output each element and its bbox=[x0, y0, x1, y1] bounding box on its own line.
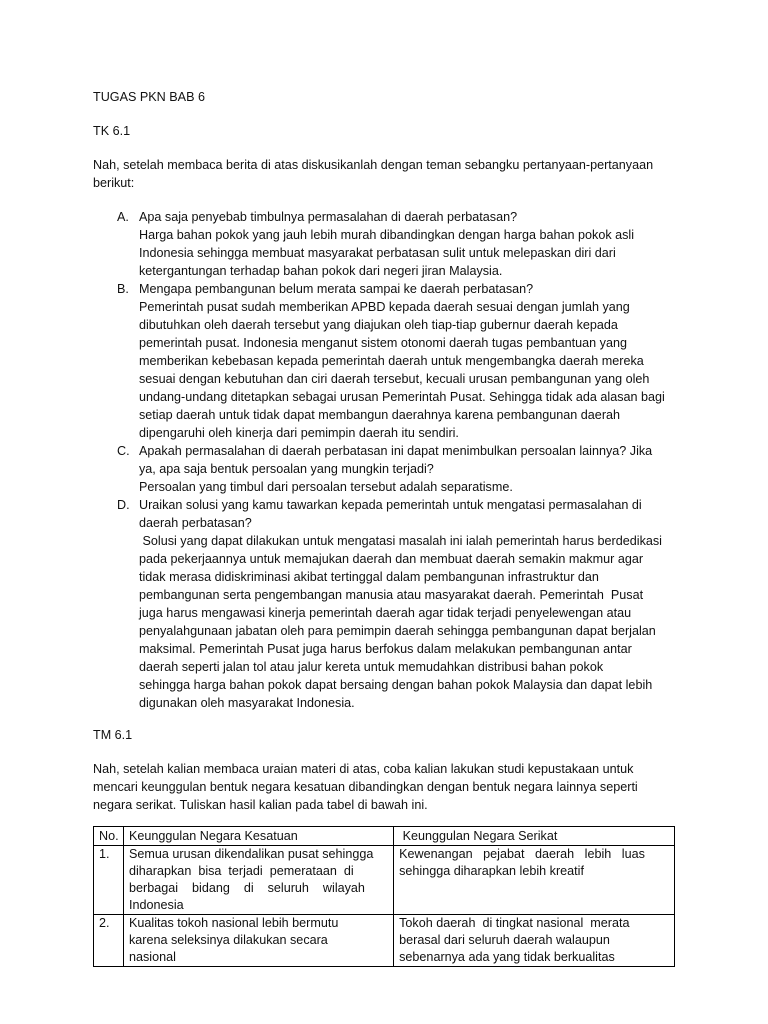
tk-intro-line: berikut: bbox=[93, 176, 135, 190]
serikat-cell bbox=[394, 846, 675, 915]
answer-line: sehingga harga bahan pokok dapat bersaing dengan bahan pokok Malaysia dan dapat lebih bbox=[139, 678, 653, 692]
question-item-b bbox=[93, 280, 683, 442]
table-row bbox=[94, 846, 675, 915]
question-item-d bbox=[93, 496, 683, 712]
question-letter: D. bbox=[117, 498, 130, 512]
cell-line: Kualitas tokoh nasional lebih bermutu bbox=[129, 916, 339, 930]
tm-label: TM 6.1 bbox=[93, 728, 133, 742]
serikat-cell bbox=[394, 915, 675, 967]
question-letter: A. bbox=[117, 210, 129, 224]
tk-intro-line: Nah, setelah membaca berita di atas diskusikanlah dengan teman sebangku pertanyaan-pertanyaan bbox=[93, 158, 654, 172]
answer-line: juga harus mengawasi kinerja pemerintah daerah agar tidak terjadi penyelewengan atau bbox=[139, 606, 632, 620]
cell-line: Semua urusan dikendalikan pusat sehingga bbox=[129, 847, 374, 861]
table-row bbox=[94, 915, 675, 967]
document-page bbox=[93, 88, 683, 967]
question-line: Apa saja penyebab timbulnya permasalahan di daerah perbatasan? bbox=[139, 210, 518, 224]
answer-line: penyalahgunaan jabatan oleh para pemimpin daerah sehingga pembangunan dapat berjalan bbox=[139, 624, 656, 638]
answer-line: dibutuhkan oleh daerah tersebut yang diajukan oleh tiap-tiap gubernur daerah kepada bbox=[139, 318, 618, 332]
cell-line: karena seleksinya dilakukan secara bbox=[129, 933, 328, 947]
answer-line: Harga bahan pokok yang jauh lebih murah dibandingkan dengan harga bahan pokok asli bbox=[139, 228, 635, 242]
cell-line: Indonesia bbox=[129, 898, 184, 912]
kesatuan-cell bbox=[124, 915, 394, 967]
row-number: 1. bbox=[94, 846, 124, 915]
answer-line: Persoalan yang timbul dari persoalan tersebut adalah separatisme. bbox=[139, 480, 513, 494]
cell-line: Tokoh daerah di tingkat nasional merata bbox=[399, 916, 630, 930]
cell-line: berbagai bidang di seluruh wilayah bbox=[129, 881, 365, 895]
cell-line: nasional bbox=[129, 950, 176, 964]
question-line: daerah perbatasan? bbox=[139, 516, 252, 530]
answer-line: dipengaruhi oleh kinerja dari pemimpin daerah itu sendiri. bbox=[139, 426, 459, 440]
table-header-row bbox=[94, 827, 675, 846]
question-item-c bbox=[93, 442, 683, 496]
question-item-a bbox=[93, 208, 683, 280]
answer-line: tidak merasa didiskriminasi akibat tertinggal dalam pembangunan infrastruktur dan bbox=[139, 570, 599, 584]
header-no: No. bbox=[94, 827, 124, 846]
cell-line: diharapkan bisa terjadi pemerataan di bbox=[129, 864, 354, 878]
answer-line: pemerintah pusat. Indonesia menganut sistem otonomi daerah tugas pembantuan yang bbox=[139, 336, 627, 350]
header-serikat bbox=[394, 827, 675, 846]
answer-line: ketergantungan terhadap bahan pokok dari negeri jiran Malaysia. bbox=[139, 264, 503, 278]
row-number: 2. bbox=[94, 915, 124, 967]
answer-line: pembangunan serta pengembangan manusia atau masyarakat daerah. Pemerintah Pusat bbox=[139, 588, 644, 602]
answer-line: pada pekerjaannya untuk memajukan daerah dan membuat daerah semakin makmur agar bbox=[139, 552, 644, 566]
tm-intro bbox=[93, 760, 683, 814]
answer-line: maksimal. Pemerintah Pusat juga harus berfokus dalam melakukan pembangunan antar bbox=[139, 642, 632, 656]
tm-intro-line: Nah, setelah kalian membaca uraian materi di atas, coba kalian lakukan studi kepustakaan untuk bbox=[93, 762, 634, 776]
tk-label: TK 6.1 bbox=[93, 124, 131, 138]
tm-intro-line: mencari keunggulan bentuk negara kesatuan dibandingkan dengan bentuk negara lainnya seperti bbox=[93, 780, 638, 794]
kesatuan-cell bbox=[124, 846, 394, 915]
cell-line: Kewenangan pejabat daerah lebih luas bbox=[399, 847, 645, 861]
question-letter: C. bbox=[117, 444, 130, 458]
answer-line: Pemerintah pusat sudah memberikan APBD kepada daerah sesuai dengan jumlah yang bbox=[139, 300, 630, 314]
tk-intro bbox=[93, 156, 683, 192]
header-kesatuan: Keunggulan Negara Kesatuan bbox=[124, 827, 394, 846]
tm-intro-line: negara serikat. Tuliskan hasil kalian pada tabel di bawah ini. bbox=[93, 798, 428, 812]
answer-line: Solusi yang dapat dilakukan untuk mengatasi masalah ini ialah pemerintah harus berdedikasi bbox=[139, 534, 662, 548]
question-line: Uraikan solusi yang kamu tawarkan kepada pemerintah untuk mengatasi permasalahan di bbox=[139, 498, 642, 512]
cell-line: sehingga diharapkan lebih kreatif bbox=[399, 864, 584, 878]
header-serikat-text: Keunggulan Negara Serikat bbox=[399, 829, 558, 843]
document-title: TUGAS PKN BAB 6 bbox=[93, 90, 205, 104]
answer-line: digunakan oleh masyarakat Indonesia. bbox=[139, 696, 355, 710]
question-line: ya, apa saja bentuk persoalan yang mungkin terjadi? bbox=[139, 462, 434, 476]
answer-line: Indonesia sehingga membuat masyarakat perbatasan sulit untuk melepaskan diri dari bbox=[139, 246, 616, 260]
answer-line: daerah seperti jalan tol atau jalur kereta untuk memudahkan distribusi bahan pokok bbox=[139, 660, 604, 674]
answer-line: undang-undang ditetapkan sebagai urusan Pemerintah Pusat. Sehingga tidak ada alasan bagi bbox=[139, 390, 665, 404]
question-list bbox=[93, 208, 683, 712]
question-line: Apakah permasalahan di daerah perbatasan ini dapat menimbulkan persoalan lainnya? Jika bbox=[139, 444, 653, 458]
question-letter: B. bbox=[117, 282, 129, 296]
question-line: Mengapa pembangunan belum merata sampai ke daerah perbatasan? bbox=[139, 282, 534, 296]
comparison-table bbox=[93, 826, 675, 967]
cell-line: sebenarnya ada yang tidak berkualitas bbox=[399, 950, 615, 964]
answer-line: memberikan kebebasan kepada pemerintah daerah untuk mengembangka daerah mereka bbox=[139, 354, 644, 368]
answer-line: setiap daerah untuk tidak dapat membangun daerahnya karena pembangunan daerah bbox=[139, 408, 621, 422]
answer-line: sesuai dengan kebutuhan dan ciri daerah tersebut, kecuali urusan pembangunan yang oleh bbox=[139, 372, 650, 386]
cell-line: berasal dari seluruh daerah walaupun bbox=[399, 933, 610, 947]
